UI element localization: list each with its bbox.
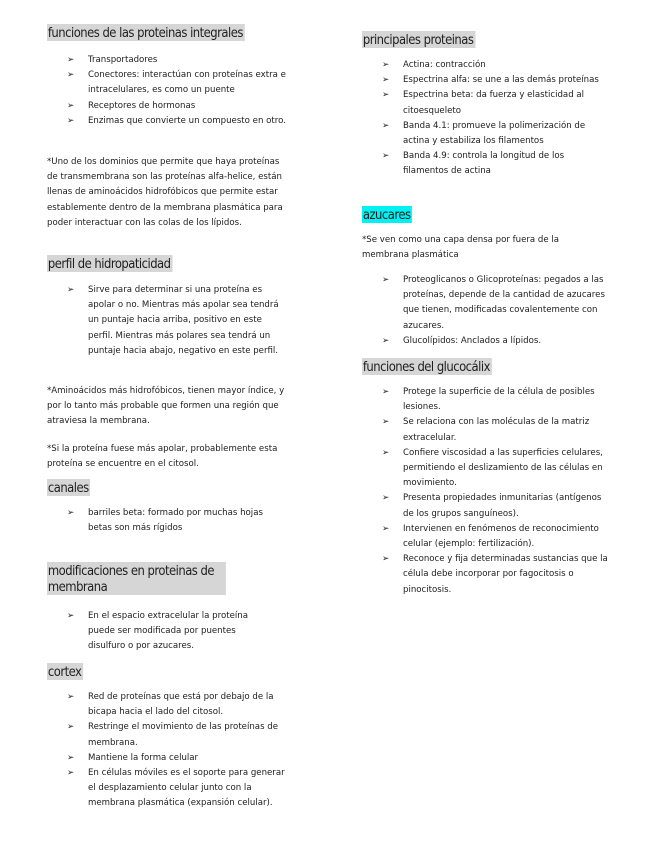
list-item: ➢ Espectrina beta: da fuerza y elasticidad al citoesqueleto <box>382 90 585 116</box>
arrow-bullet-icon: ➢ <box>382 151 390 162</box>
heading-funciones-glucocalix: funciones del glucocálix <box>362 359 490 375</box>
arrow-bullet-icon: ➢ <box>382 387 390 397</box>
list-item: ➢ Actina: contracción <box>382 58 607 73</box>
arrow-bullet-icon: ➢ <box>382 335 390 346</box>
list-item: ➢ Confiere viscosidad a las superficies celulares, permitiendo el deslizamiento de las células en movimiento. <box>382 447 603 489</box>
cortex-list <box>67 690 291 812</box>
azucares-paragraph: *Se ven como una capa densa por fuera de la membrana plasmática <box>362 235 560 261</box>
arrow-bullet-icon: ➢ <box>67 722 75 733</box>
arrow-bullet-icon: ➢ <box>382 275 390 285</box>
heading-cortex: cortex <box>47 664 82 680</box>
list-item: ➢ Banda 4.1: promueve la polimerización de actina y estabiliza los filamentos <box>382 120 586 147</box>
list-item: ➢ En células móviles es el soporte para generar el desplazamiento celular junto con la membrana plasmática (expansión celular). <box>67 768 285 809</box>
arrow-bullet-icon: ➢ <box>382 493 390 504</box>
arrow-bullet-icon: ➢ <box>382 60 390 70</box>
arrow-bullet-icon: ➢ <box>67 285 75 295</box>
heading-modificaciones-proteinas-membrana: modificaciones en proteinas de membrana <box>47 562 226 595</box>
list-item: ➢ Espectrina alfa: se une a las demás proteínas <box>382 73 607 88</box>
arrow-bullet-icon: ➢ <box>67 508 75 518</box>
perfil-paragraph-1: *Aminoácidos más hidrofóbicos, tienen mayor índice, y por lo tanto más probable que formen una región que atraviesa la membrana. <box>47 386 285 427</box>
perfil-list <box>67 283 285 359</box>
glucocalix-list <box>382 385 608 598</box>
arrow-bullet-icon: ➢ <box>382 523 390 534</box>
arrow-bullet-icon: ➢ <box>67 115 75 126</box>
list-item: ➢ Red de proteínas que está por debajo de la bicapa hacia el lado del citosol. <box>67 692 274 718</box>
heading-perfil-hidropaticidad: perfil de hidropaticidad <box>47 256 171 272</box>
list-item: ➢ Enzimas que convierte un compuesto en otro. <box>67 114 297 129</box>
list-item: ➢ Se relaciona con las moléculas de la matriz extracelular. <box>382 417 590 443</box>
arrow-bullet-icon: ➢ <box>67 752 75 763</box>
arrow-bullet-icon: ➢ <box>67 611 75 621</box>
list-item: ➢ Conectores: interactúan con proteínas extra e intracelulares, es como un puente <box>67 70 286 96</box>
arrow-bullet-icon: ➢ <box>67 692 75 702</box>
list-item: ➢ Banda 4.9: controla la longitud de los filamentos de actina <box>382 151 565 177</box>
list-item: ➢ En el espacio extracelular la proteína puede ser modificada por puentes disulfuro o por azucares. <box>67 611 248 652</box>
list-item: ➢ barriles beta: formado por muchas hojas betas son más rígidos <box>67 508 263 534</box>
arrow-bullet-icon: ➢ <box>67 100 75 111</box>
list-item: ➢ Glucolípidos: Anclados a lípidos. <box>382 334 608 349</box>
arrow-bullet-icon: ➢ <box>382 120 390 131</box>
arrow-bullet-icon: ➢ <box>382 417 390 428</box>
principales-list <box>382 58 607 180</box>
arrow-bullet-icon: ➢ <box>382 75 390 86</box>
heading-principales-proteinas: principales proteinas <box>362 32 474 48</box>
list-item: ➢ Protege la superficie de la célula de posibles lesiones. <box>382 387 595 413</box>
list-item: ➢ Mantiene la forma celular <box>67 751 291 766</box>
modificaciones-list <box>67 609 267 655</box>
list-item: ➢ Proteoglicanos o Glicoproteínas: pegados a las proteínas, depende de la cantidad de azucares que tienen, modificadas covalentemente con azucares. <box>382 275 605 331</box>
heading-azucares: azucares <box>362 207 411 223</box>
integrales-paragraph: *Uno de los dominios que permite que haya proteínas de transmembrana son las proteínas alfa-helice, están llenas de aminoácidos hidrofóbicos que permite estar establemente dentro de la membrana plasmática para poder interactuar con las colas de los lípidos. <box>47 157 283 228</box>
list-item: ➢ Restringe el movimiento de las proteínas de membrana. <box>67 722 279 748</box>
arrow-bullet-icon: ➢ <box>382 90 390 101</box>
arrow-bullet-icon: ➢ <box>67 55 75 65</box>
list-item: ➢ Receptores de hormonas <box>67 99 297 114</box>
canales-list <box>67 506 289 536</box>
azucares-list <box>382 273 608 349</box>
list-item: ➢ Sirve para determinar si una proteína es apolar o no. Mientras más apolar sea tendrá un puntaje hacia arriba, positivo en este perfil. Mientras más polares sea tendrá un puntaje hacia abajo, negativo en este perfil. <box>67 285 279 356</box>
arrow-bullet-icon: ➢ <box>382 554 390 565</box>
arrow-bullet-icon: ➢ <box>67 70 75 81</box>
heading-funciones-proteinas-integrales: funciones de las proteinas integrales <box>47 25 243 41</box>
list-item: ➢ Reconoce y fija determinadas sustancias que la célula debe incorporar por fagocitosis o pinocitosis. <box>382 554 608 595</box>
list-item: ➢ Transportadores <box>67 53 297 68</box>
list-item: ➢ Presenta propiedades inmunitarias (antígenos de los grupos sanguíneos). <box>382 493 602 519</box>
arrow-bullet-icon: ➢ <box>382 447 390 458</box>
arrow-bullet-icon: ➢ <box>67 768 75 779</box>
integrales-list <box>67 53 297 129</box>
perfil-paragraph-2: *Si la proteína fuese más apolar, probablemente esta proteína se encuentre en el citosol. <box>47 444 278 470</box>
list-item: ➢ Intervienen en fenómenos de reconocimiento celular (ejemplo: fertilización). <box>382 523 599 550</box>
heading-canales: canales <box>47 480 89 496</box>
